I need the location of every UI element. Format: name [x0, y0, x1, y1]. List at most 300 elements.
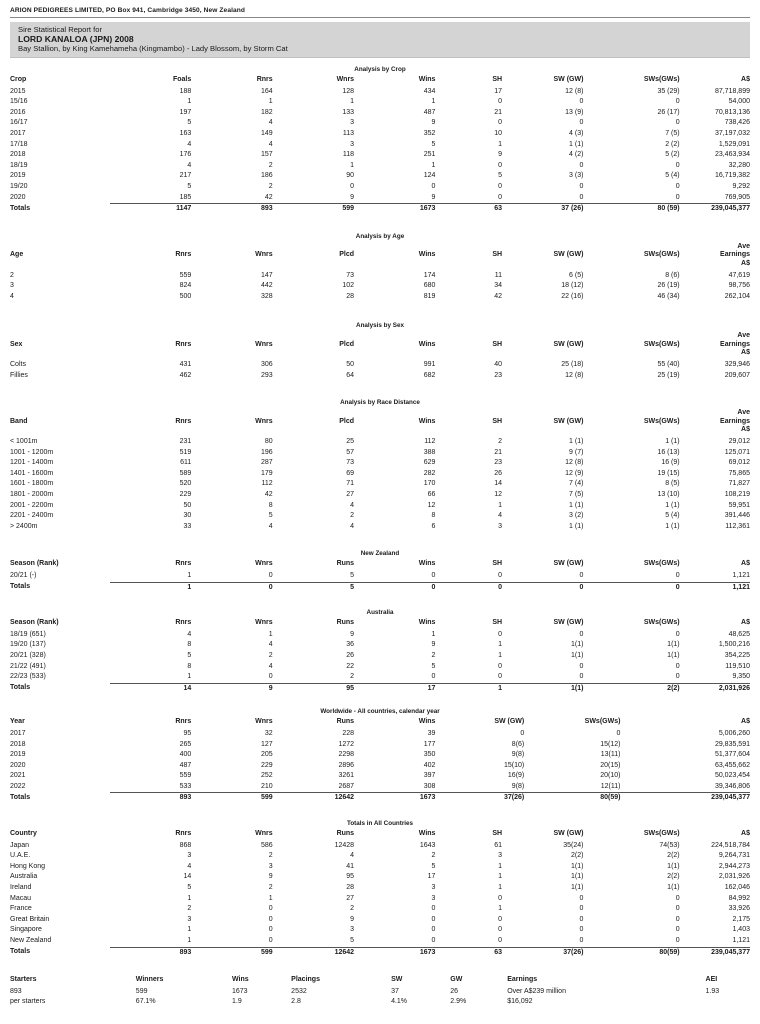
column-header: SW (GW): [553, 76, 584, 83]
table-cell: 1: [498, 641, 503, 649]
column-header: Wins: [418, 417, 436, 425]
column-header: Band: [10, 417, 28, 425]
table-cell: 1: [187, 894, 192, 902]
table-cell: 3: [350, 119, 355, 127]
column-header: Wins: [418, 560, 436, 568]
table-cell: 1: [498, 651, 503, 659]
table-cell: Fillies: [10, 371, 28, 379]
table-cell: 37: [391, 987, 399, 995]
column-header: Wnrs: [255, 417, 273, 425]
table-row: [10, 851, 750, 862]
table-cell: 402: [423, 761, 436, 769]
table-cell: 1(1): [570, 873, 584, 881]
column-header: Wnrs: [255, 560, 273, 568]
column-header: Plcd: [339, 417, 355, 425]
table-cell: 36: [346, 641, 355, 649]
table-row: [10, 87, 750, 98]
table-cell: [706, 997, 750, 1008]
table-cell: 229: [179, 491, 192, 498]
table-cell: 4: [350, 501, 355, 509]
table-row: [10, 171, 750, 182]
table-cell: 0: [498, 193, 503, 201]
table-cell: 20(10): [600, 772, 621, 780]
table-cell: 8 (6): [665, 271, 680, 279]
table-cell: 21: [494, 108, 503, 116]
table-cell: 2: [268, 182, 273, 190]
table-cell: 2015: [10, 87, 26, 95]
table-cell: 5: [431, 662, 436, 670]
table-cell: 37(26): [502, 947, 583, 958]
table-cell: 0: [675, 915, 680, 923]
table-cell: 2: [268, 884, 273, 892]
table-cell: 329,946: [724, 361, 750, 369]
table-cell: 352: [423, 129, 436, 137]
column-header: Rnrs: [175, 718, 192, 726]
table-cell: 2.9%: [450, 998, 467, 1006]
table-cell: 185: [179, 193, 192, 201]
section-title: Analysis by Sex: [356, 322, 404, 330]
table-cell: 18/19: [10, 161, 28, 169]
table-cell: 1401 - 1600m: [10, 469, 54, 477]
table-cell: 5: [350, 937, 355, 944]
table-row: [10, 925, 750, 936]
table-cell: 37 (26): [502, 204, 583, 215]
table-cell: 205: [260, 751, 273, 759]
table-row: [10, 904, 750, 915]
table-cell: 15/16: [10, 98, 28, 106]
table-cell: 0: [583, 582, 679, 593]
table-cell: 0: [675, 662, 680, 670]
table-cell: 0: [579, 926, 584, 934]
table-cell: 210: [260, 782, 273, 790]
column-header: Wins: [418, 251, 436, 259]
table-cell: 7 (5): [569, 491, 584, 498]
table-cell: Japan: [10, 841, 30, 849]
table-cell: 9: [350, 630, 355, 638]
table-cell: 0: [579, 662, 584, 670]
report-header: [10, 22, 750, 58]
table-cell: 0: [498, 894, 503, 902]
column-header: Rnrs: [175, 340, 192, 348]
table-cell: 2016: [10, 108, 26, 116]
column-header: Rnrs: [256, 76, 273, 83]
table-cell: 824: [179, 282, 192, 290]
table-cell: 12 (8): [565, 371, 584, 379]
table-cell: 1(1): [570, 862, 584, 870]
table-row: [10, 490, 750, 501]
table-row: [10, 894, 750, 905]
column-header: SWs(GWs): [643, 340, 680, 348]
table-cell: 163: [179, 129, 192, 137]
table-cell: 2201 - 2400m: [10, 512, 54, 520]
table-cell: France: [10, 905, 32, 913]
table-cell: 2017: [10, 129, 26, 137]
table-cell: 14: [183, 873, 192, 881]
table-cell: 2298: [338, 751, 355, 759]
table-cell: 0: [675, 894, 680, 902]
table-cell: 19/20 (137): [10, 641, 46, 649]
table-cell: 0: [268, 673, 273, 681]
table-cell: 69,012: [728, 459, 750, 467]
table-cell: 9: [350, 193, 355, 201]
table-cell: 162,046: [724, 884, 750, 892]
totals-row: [10, 582, 750, 593]
table-cell: 26 (19): [657, 282, 680, 290]
table-cell: 12 (8): [565, 87, 584, 95]
table-cell: 2017: [10, 729, 26, 737]
table-cell: 5 (2): [665, 151, 680, 159]
table-cell: Hong Kong: [10, 862, 46, 870]
table-cell: 1001 - 1200m: [10, 448, 54, 456]
table-cell: 37(26): [435, 793, 524, 804]
table-cell: 1673: [231, 987, 248, 995]
table-cell: 7 (5): [665, 129, 680, 137]
section-australia: [10, 609, 750, 694]
table-row: [10, 193, 750, 204]
table-cell: 54,000: [728, 98, 750, 106]
table-cell: 95: [273, 683, 354, 694]
table-row: [10, 129, 750, 140]
table-cell: 5: [187, 119, 192, 127]
section-analysis-by-sex: [10, 322, 750, 381]
table-cell: 80 (59): [583, 204, 679, 215]
table-cell: 95: [183, 729, 192, 737]
table-row: [10, 118, 750, 129]
table-cell: 1: [187, 937, 192, 944]
column-header: Age: [10, 251, 24, 259]
column-header: Foals: [172, 76, 192, 83]
table-cell: 22 (16): [561, 292, 584, 300]
table-cell: 682: [423, 371, 436, 379]
table-cell: 0: [675, 673, 680, 681]
table-cell: 7 (4): [569, 480, 584, 488]
table-cell: 265: [179, 740, 192, 748]
section-new-zealand: [10, 550, 750, 593]
table-cell: 533: [179, 782, 192, 790]
table-cell: 8 (5): [665, 480, 680, 488]
table-cell: 9(8): [511, 782, 525, 790]
table-cell: 599: [191, 947, 272, 958]
table-cell: 19/20: [10, 182, 28, 190]
table-cell: 3: [498, 852, 503, 860]
table-cell: 1: [431, 630, 436, 638]
table-cell: 3: [431, 894, 436, 902]
column-header: Sex: [10, 340, 23, 348]
table-cell: 59,951: [728, 501, 750, 509]
table-cell: 108,219: [724, 491, 750, 498]
table-row: [10, 771, 750, 782]
table-cell: 14: [494, 480, 503, 488]
table-cell: 0: [675, 98, 680, 106]
table-cell: 4: [187, 630, 192, 638]
section-title: New Zealand: [360, 550, 400, 558]
table-cell: 293: [260, 371, 273, 379]
table-cell: 1: [110, 582, 191, 593]
table-cell: 1 (1): [665, 438, 680, 446]
table-cell: 2018: [10, 740, 26, 748]
table-cell: 1147: [110, 204, 191, 215]
table-cell: 0: [579, 571, 584, 579]
table-cell: 21/22 (491): [10, 662, 46, 670]
table-cell: 1272: [338, 740, 355, 748]
table-cell: 0: [579, 161, 584, 169]
table-cell: 95: [346, 873, 355, 881]
table-cell: 2: [187, 905, 192, 913]
table-cell: 73: [346, 271, 355, 279]
table-cell: 9 (7): [569, 448, 584, 456]
table-row: [10, 437, 750, 448]
table-cell: 1: [187, 926, 192, 934]
table-cell: 4: [350, 852, 355, 860]
table-cell: 559: [179, 271, 192, 279]
table-cell: 196: [260, 448, 273, 456]
table-cell: 0: [354, 582, 435, 593]
table-cell: 16 (9): [661, 459, 680, 467]
table-cell: 0: [498, 926, 503, 934]
table-cell: Ireland: [10, 884, 32, 892]
table-cell: 1,121: [732, 937, 750, 944]
table-row: [10, 501, 750, 512]
table-row: [10, 522, 750, 533]
table-cell: 9: [431, 641, 436, 649]
new-zealand-table: [10, 560, 750, 593]
table-cell: 32,280: [728, 161, 750, 169]
table-cell: 3: [350, 140, 355, 148]
table-cell: 50: [183, 501, 192, 509]
table-row: [10, 672, 750, 683]
table-cell: 47,619: [728, 271, 750, 279]
table-cell: 586: [260, 841, 273, 849]
table-cell: 0: [579, 193, 584, 201]
table-cell: 4: [268, 662, 273, 670]
table-cell: U.A.E.: [10, 852, 31, 860]
column-header: Earnings: [507, 976, 538, 984]
table-cell: 0: [675, 119, 680, 127]
table-cell: 1(1): [667, 884, 680, 892]
table-cell: 0: [431, 673, 436, 681]
table-cell: < 1001m: [10, 438, 38, 446]
table-cell: 2019: [10, 172, 26, 180]
column-header: Ave Earnings A$: [720, 332, 750, 357]
column-header: SH: [492, 830, 503, 838]
table-row: [10, 479, 750, 490]
table-row: [10, 750, 750, 761]
table-cell: 25 (19): [657, 371, 680, 379]
table-cell: 500: [179, 292, 192, 300]
table-cell: 164: [260, 87, 273, 95]
table-cell: 80(59): [524, 793, 620, 804]
table-cell: 2020: [10, 193, 26, 201]
table-row: [10, 841, 750, 852]
table-cell: 80(59): [583, 947, 679, 958]
table-cell: 112: [424, 438, 436, 446]
table-cell: 16,719,382: [714, 172, 750, 180]
table-row: [10, 862, 750, 873]
table-cell: 1 (1): [569, 438, 584, 446]
table-cell: 0: [191, 582, 272, 593]
table-cell: 0: [579, 119, 584, 127]
table-cell: 34: [494, 282, 503, 290]
table-cell: 35 (29): [657, 87, 680, 95]
table-cell: 2896: [338, 761, 355, 769]
table-cell: 2019: [10, 751, 26, 759]
table-cell: 90: [346, 172, 355, 180]
column-header: SW (GW): [553, 417, 584, 425]
section-worldwide: [10, 708, 750, 804]
table-cell: 1(1): [570, 641, 584, 649]
table-row: [10, 560, 750, 571]
table-cell: 4: [10, 292, 14, 300]
column-header: Wnrs: [255, 718, 273, 726]
table-cell: 16(9): [507, 772, 525, 780]
table-cell: 5: [431, 140, 436, 148]
table-row: [10, 409, 750, 437]
column-header: Wins: [231, 976, 249, 984]
totals-row: [10, 947, 750, 958]
table-cell: 20(15): [600, 761, 621, 769]
table-cell: 1,403: [732, 926, 750, 934]
column-header: SH: [492, 619, 503, 627]
table-cell: 306: [260, 361, 273, 369]
table-cell: 0: [675, 193, 680, 201]
table-row: [10, 729, 750, 740]
section-title: Australia: [366, 609, 394, 617]
table-cell: 33,926: [728, 905, 750, 913]
table-cell: 1: [268, 630, 273, 638]
table-cell: 388: [423, 448, 436, 456]
table-row: [10, 936, 750, 947]
table-row: [10, 292, 750, 303]
table-row: [10, 371, 750, 382]
table-cell: 33: [183, 522, 192, 530]
table-cell: 113: [342, 129, 355, 137]
table-cell: Great Britain: [10, 915, 50, 923]
column-header: Rnrs: [175, 619, 192, 627]
section-analysis-by-crop: [10, 66, 750, 215]
table-row: [10, 511, 750, 522]
column-header: Ave Earnings A$: [720, 242, 750, 267]
summary-table: [10, 976, 750, 1008]
column-header: Placings: [291, 976, 320, 984]
table-cell: 19 (15): [657, 469, 680, 477]
section-totals-all-countries: [10, 820, 750, 958]
table-cell: 2,031,926: [680, 683, 750, 694]
table-cell: 1: [498, 905, 503, 913]
table-cell: 2(2): [583, 683, 679, 694]
table-cell: 9,264,731: [718, 852, 750, 860]
table-cell: 5 (4): [665, 172, 680, 180]
table-cell: 1,500,216: [718, 641, 750, 649]
table-cell: 487: [179, 761, 192, 769]
table-row: [10, 108, 750, 119]
table-cell: 0: [431, 915, 436, 923]
table-cell: 1 (1): [569, 140, 584, 148]
table-cell: 8: [187, 641, 192, 649]
table-cell: 157: [260, 151, 273, 159]
table-cell: 893: [191, 204, 272, 215]
table-cell: 611: [180, 459, 192, 467]
table-cell: 0: [268, 937, 273, 944]
section-title: Worldwide - All countries, calendar year: [320, 708, 440, 716]
section-analysis-by-race-distance: [10, 399, 750, 532]
column-header: SH: [492, 560, 503, 568]
table-cell: 67.1%: [135, 998, 156, 1006]
column-header: Wnrs: [255, 830, 273, 838]
column-header: SH: [492, 340, 503, 348]
table-cell: 2: [268, 651, 273, 659]
table-cell: 87,718,899: [714, 87, 750, 95]
table-cell: 1: [435, 683, 502, 694]
table-cell: 1,529,091: [718, 140, 750, 148]
table-cell: 0: [675, 630, 680, 638]
table-cell: 0: [498, 98, 503, 106]
table-row: [10, 987, 750, 998]
table-cell: 5: [273, 582, 354, 593]
table-cell: 46 (34): [657, 292, 680, 300]
table-row: [10, 140, 750, 151]
column-header: SH: [492, 417, 503, 425]
column-header: Season (Rank): [10, 560, 59, 568]
table-cell: 9: [498, 151, 503, 159]
table-cell: 9(8): [511, 751, 525, 759]
table-cell: 6 (5): [569, 271, 584, 279]
table-cell: 174: [423, 271, 436, 279]
column-header: Plcd: [339, 340, 355, 348]
table-cell: 1601 - 1800m: [10, 480, 54, 488]
table-cell: 1643: [419, 841, 436, 849]
table-row: [10, 360, 750, 371]
table-cell: 8: [187, 662, 192, 670]
table-cell: 2020: [10, 761, 26, 769]
table-cell: 2,031,926: [718, 873, 750, 881]
table-cell: 2532: [291, 987, 307, 995]
table-cell: 559: [179, 772, 192, 780]
table-cell: 8: [431, 512, 436, 520]
table-cell: 893: [110, 947, 191, 958]
table-cell: 63: [435, 947, 502, 958]
column-header: Wins: [418, 340, 436, 348]
column-header: SW: [391, 976, 403, 984]
table-row: [10, 997, 750, 1008]
totals-row: [10, 204, 750, 215]
table-cell: 2: [350, 673, 355, 681]
table-cell: 42: [494, 292, 503, 300]
table-cell: 0: [268, 571, 273, 579]
table-cell: 209,607: [724, 371, 750, 379]
table-cell: 80: [264, 438, 273, 446]
table-cell: Macau: [10, 894, 32, 902]
table-cell: 9: [350, 915, 355, 923]
table-cell: 354,225: [724, 651, 750, 659]
table-cell: 112: [261, 480, 273, 488]
table-cell: 599: [191, 793, 272, 804]
table-cell: 29,835,591: [714, 740, 750, 748]
table-cell: 197: [179, 108, 192, 116]
table-cell: 5: [350, 571, 355, 579]
table-cell: 228: [342, 729, 355, 737]
table-cell: 0: [579, 98, 584, 106]
table-cell: 9: [431, 119, 436, 127]
table-cell: 3: [10, 282, 14, 290]
table-cell: 71,827: [728, 480, 750, 488]
table-cell: 35(24): [563, 841, 584, 849]
table-cell: 1673: [354, 204, 435, 215]
table-cell: 1 (1): [569, 522, 584, 530]
table-cell: 0: [579, 915, 584, 923]
table-cell: 2001 - 2200m: [10, 501, 54, 509]
table-cell: 2: [350, 512, 355, 520]
table-cell: 1(1): [667, 641, 680, 649]
